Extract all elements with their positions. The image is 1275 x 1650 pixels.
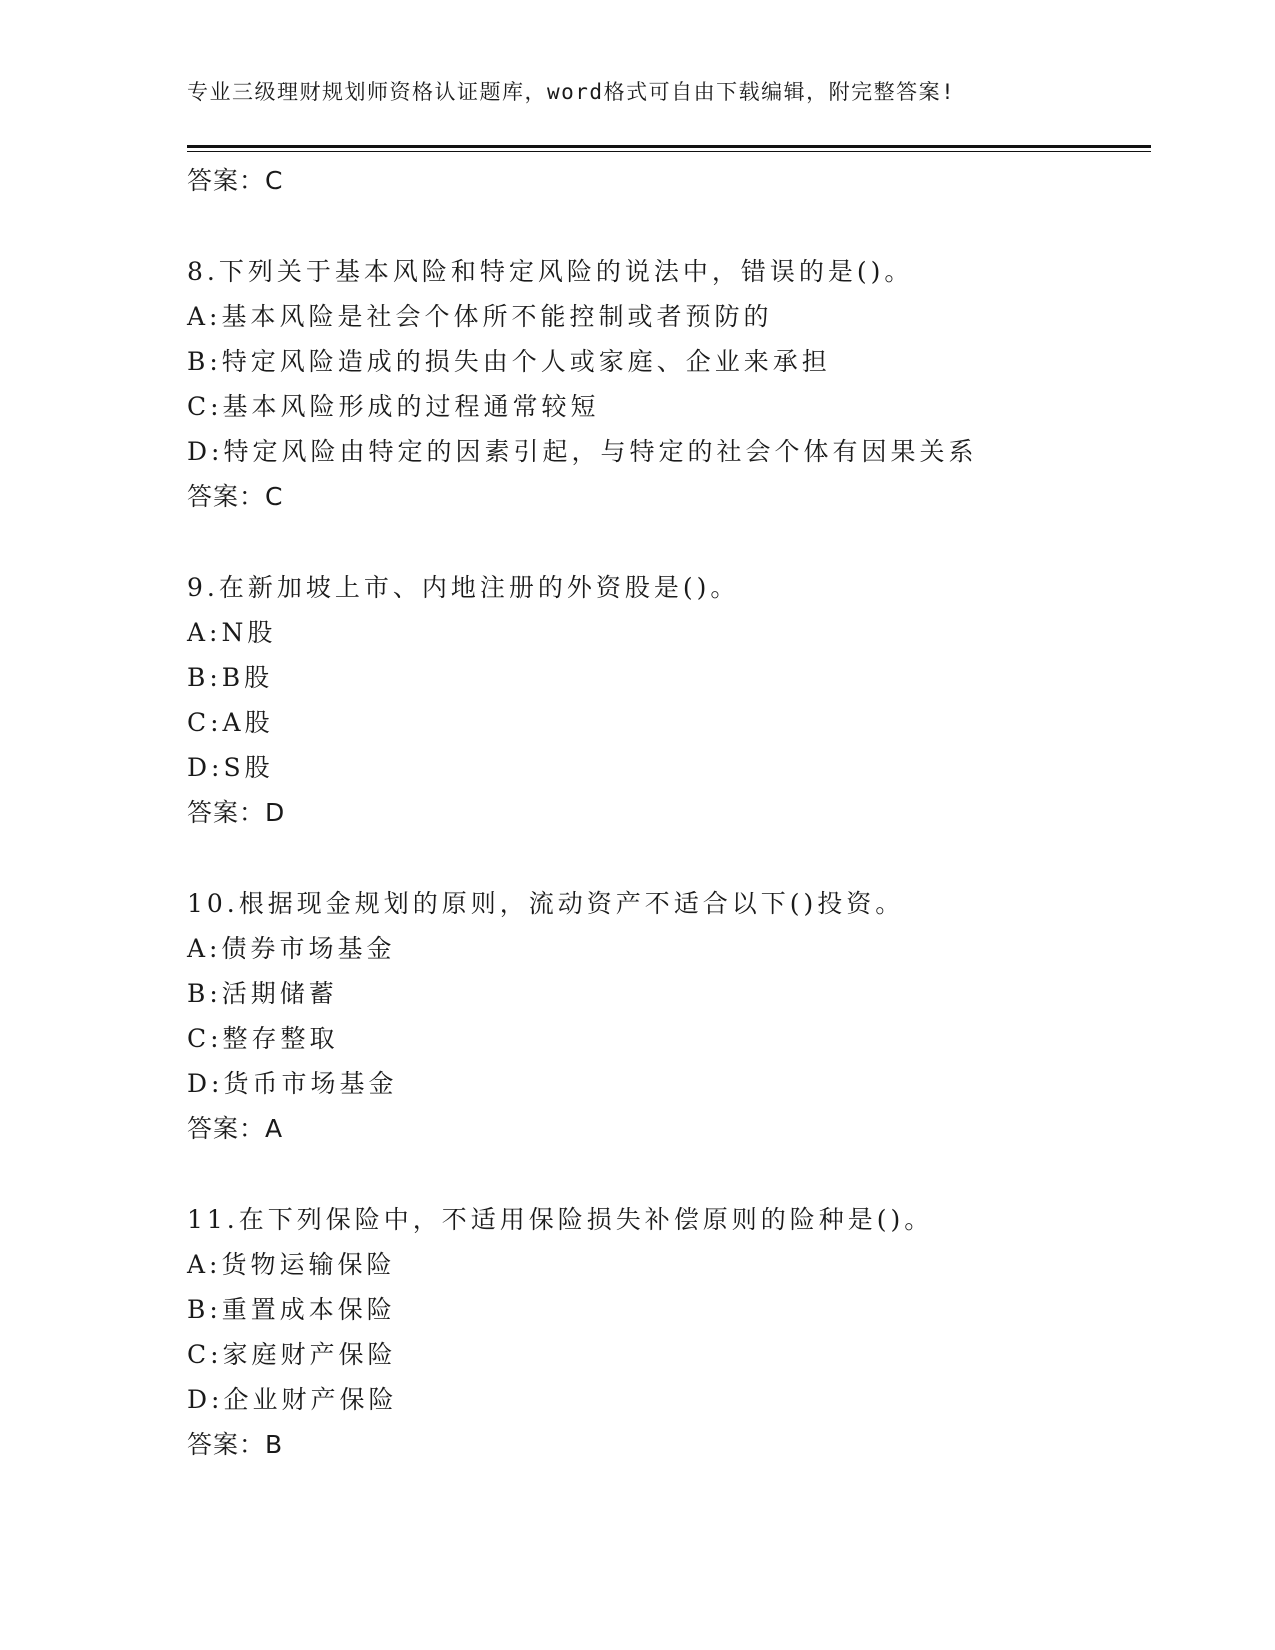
option-c: C:A股 (187, 708, 274, 737)
answer: 答案：A (187, 1114, 284, 1143)
question-stem: 8.下列关于基本风险和特定风险的说法中，错误的是()。 (187, 257, 914, 286)
previous-answer: 答案：C (187, 166, 284, 195)
option-b: B:B股 (187, 663, 274, 692)
question-stem: 11.在下列保险中，不适用保险损失补偿原则的险种是()。 (187, 1205, 934, 1234)
question-block (187, 249, 1151, 519)
option-c: C:基本风险形成的过程通常较短 (187, 392, 600, 421)
option-d: D:货币市场基金 (187, 1069, 398, 1098)
option-c: C:整存整取 (187, 1024, 339, 1053)
option-a: A:货物运输保险 (187, 1250, 396, 1279)
option-d: D:特定风险由特定的因素引起，与特定的社会个体有因果关系 (187, 437, 978, 466)
option-b: B:特定风险造成的损失由个人或家庭、企业来承担 (187, 347, 831, 376)
header-divider-thick (187, 145, 1151, 148)
page-header: 专业三级理财规划师资格认证题库，word格式可自由下载编辑，附完整答案! (187, 80, 956, 104)
question-block (187, 1197, 1151, 1467)
answer: 答案：D (187, 798, 286, 827)
option-a: A:债券市场基金 (187, 934, 396, 963)
question-block (187, 565, 1151, 835)
question-stem: 9.在新加坡上市、内地注册的外资股是()。 (187, 573, 740, 602)
option-d: D:S股 (187, 753, 274, 782)
option-a: A:基本风险是社会个体所不能控制或者预防的 (187, 302, 773, 331)
question-list (187, 158, 1151, 1467)
header-divider-thin (187, 151, 1151, 152)
question-stem: 10.根据现金规划的原则，流动资产不适合以下()投资。 (187, 889, 905, 918)
question-block (187, 881, 1151, 1151)
answer: 答案：B (187, 1430, 284, 1459)
option-d: D:企业财产保险 (187, 1385, 398, 1414)
option-b: B:活期储蓄 (187, 979, 338, 1008)
option-c: C:家庭财产保险 (187, 1340, 397, 1369)
answer: 答案：C (187, 482, 284, 511)
option-a: A:N股 (187, 618, 277, 647)
option-b: B:重置成本保险 (187, 1295, 396, 1324)
